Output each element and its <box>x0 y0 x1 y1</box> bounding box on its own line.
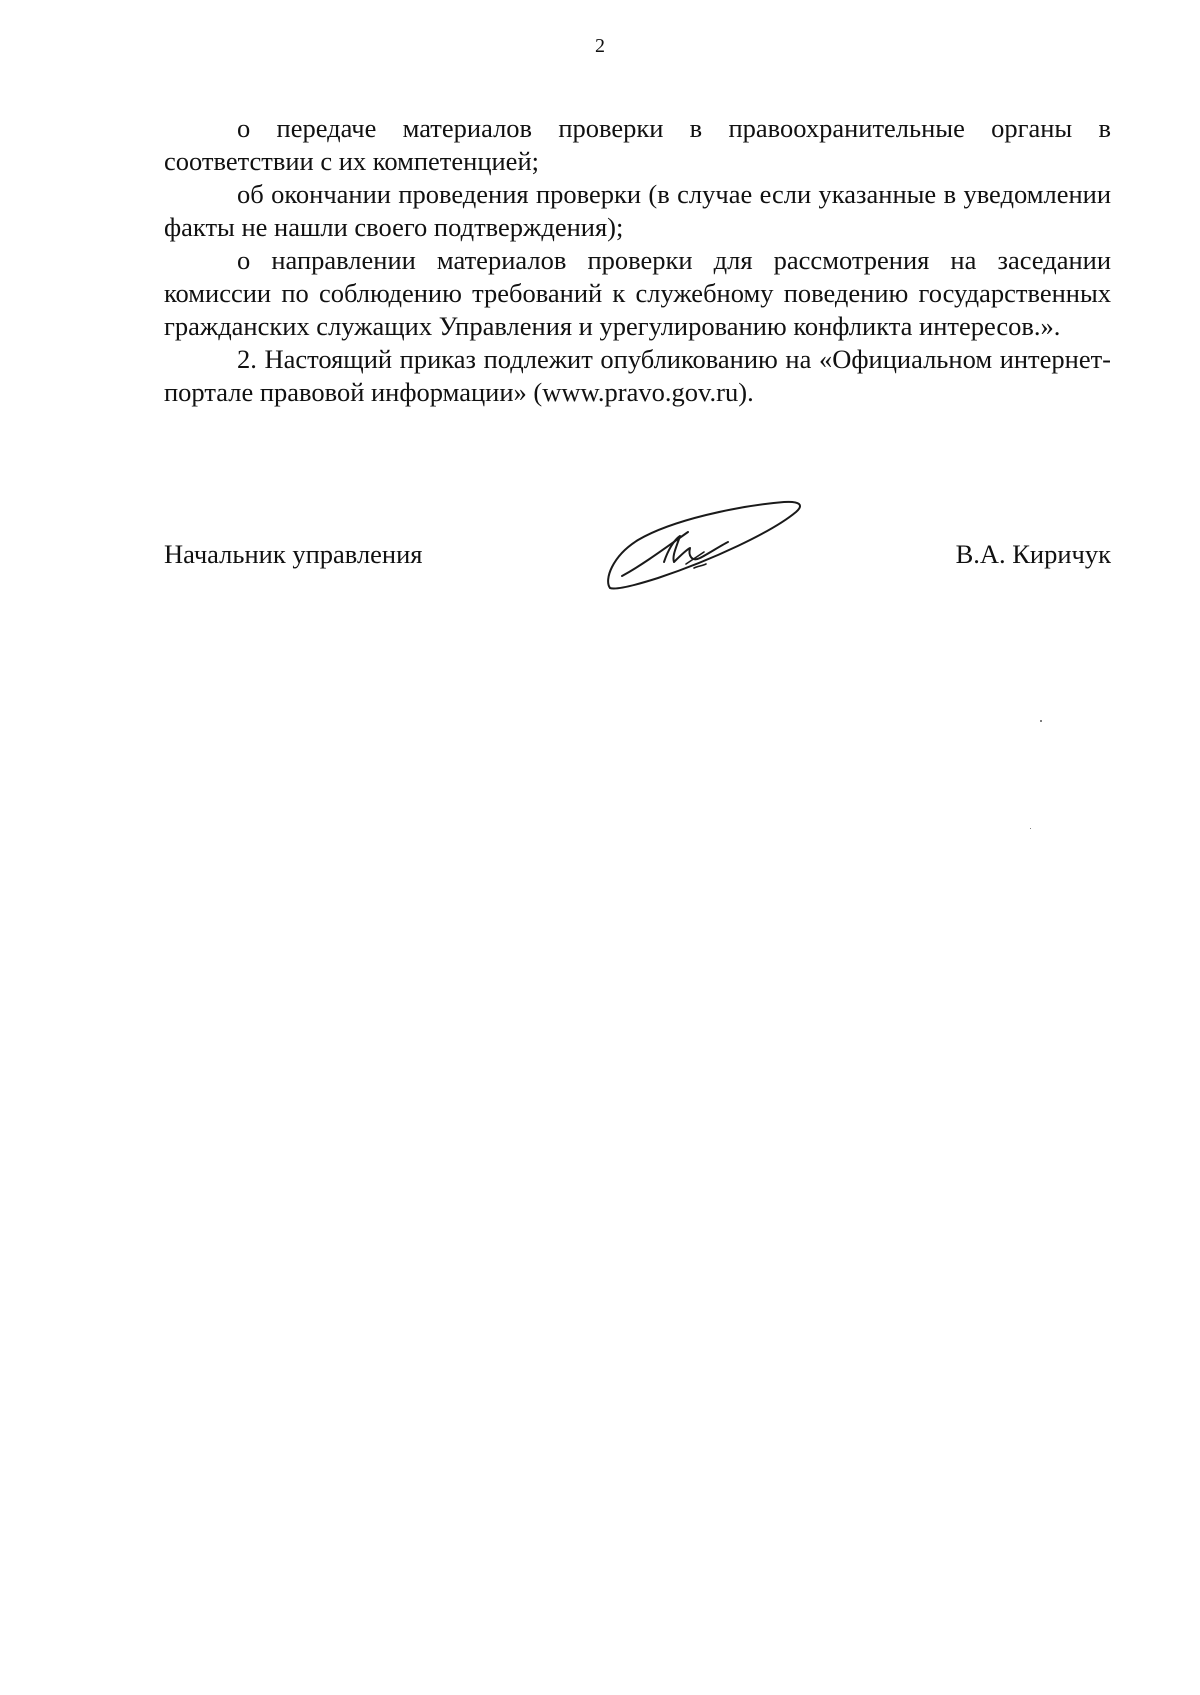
signer-name: В.А. Киричук <box>955 539 1111 569</box>
document-body <box>164 112 1111 409</box>
signer-position: Начальник управления <box>164 539 423 569</box>
paragraph-transfer-materials: о передаче материалов проверки в правоохранительные органы в соответствии с их компетенцией; <box>164 113 1111 176</box>
paragraph-publication: 2. Настоящий приказ подлежит опубликованию на «Официальном интернет-портале правовой информации» (www.pravo.gov.ru). <box>164 344 1111 407</box>
scan-speck <box>1030 828 1031 829</box>
paragraph-commission-review: о направлении материалов проверки для рассмотрения на заседании комиссии по соблюдению требований к служебному поведению государственных гражданских служащих Управления и урегулированию конфликта интересов.». <box>164 245 1111 341</box>
paragraph-end-of-check: об окончании проведения проверки (в случае если указанные в уведомлении факты не нашли своего подтверждения); <box>164 179 1111 242</box>
scan-speck <box>1040 720 1042 722</box>
page-number: 2 <box>595 35 605 57</box>
handwritten-signature <box>602 490 807 600</box>
